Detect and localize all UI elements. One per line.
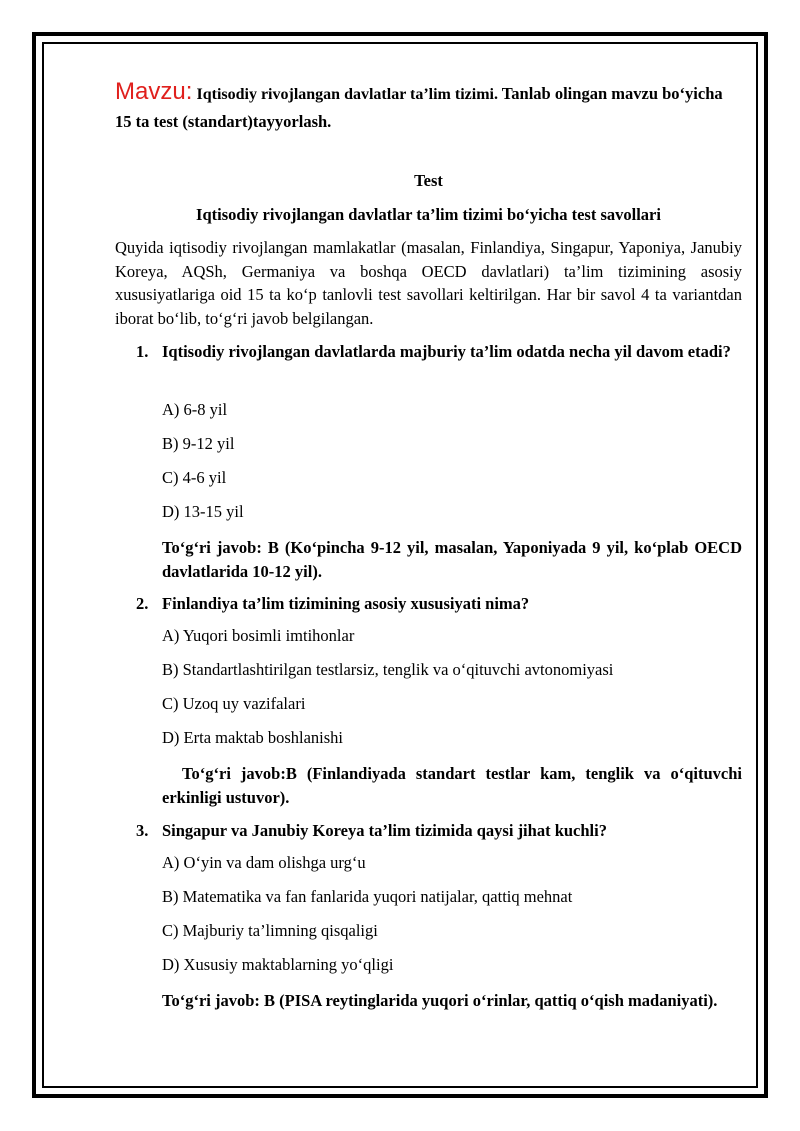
option-a: A) O‘yin va dam olishga urg‘u: [162, 853, 366, 872]
question-text: [136, 592, 742, 616]
question-number: 3.: [136, 821, 149, 840]
question-label: Singapur va Janubiy Koreya ta’lim tizimida qaysi jihat kuchli?: [162, 821, 607, 840]
test-title: Test: [414, 171, 443, 190]
topic-heading: [115, 78, 742, 135]
document-body: [115, 78, 747, 1010]
intro-paragraph: Quyida iqtisodiy rivojlangan mamlakatlar (masalan, Finlandiya, Singapur, Yaponiya, Janubiy Koreya, AQSh, Germaniya va boshqa OECD davlatlari) ta’lim tizimining asosiy xususiyatlariga oid 15 ta ko‘p tanlovli test savollari keltirilgan. Har bir savol 4 ta variantdan iborat bo‘lib, to‘g‘ri javob belgilangan.: [115, 238, 742, 328]
question-2: [115, 592, 747, 807]
question-number: 2.: [136, 594, 149, 613]
option-c: C) Majburiy ta’limning qisqaligi: [162, 921, 378, 940]
option-c: C) Uzoq uy vazifalari: [162, 694, 306, 713]
option-d: D) Erta maktab boshlanishi: [162, 728, 344, 747]
question-3: [115, 819, 742, 1010]
test-subtitle: Iqtisodiy rivojlangan davlatlar ta’lim tizimi bo‘yicha test savollari: [196, 205, 661, 224]
option-b: B) Standartlashtirilgan testlarsiz, tenglik va o‘qituvchi avtonomiyasi: [162, 660, 614, 679]
option-c: C) 4-6 yil: [162, 468, 227, 487]
option-a: A) Yuqori bosimli imtihonlar: [162, 626, 355, 645]
question-label: Finlandiya ta’lim tizimining asosiy xususiyati nima?: [162, 594, 530, 613]
correct-answer: To‘g‘ri javob:B (Finlandiyada standart testlar kam, tenglik va o‘qituvchi erkinligi ustuvor).: [162, 764, 747, 807]
option-a: A) 6-8 yil: [162, 400, 228, 419]
question-number: 1.: [136, 342, 149, 361]
topic-title: Iqtisodiy rivojlangan davlatlar ta’lim tizimi.: [196, 86, 498, 103]
option-d: D) 13-15 yil: [162, 502, 244, 521]
question-text: [136, 340, 742, 364]
question-label: Iqtisodiy rivojlangan davlatlarda majburiy ta’lim odatda necha yil davom etadi?: [162, 342, 731, 361]
task-text: Tanlab olingan mavzu bo‘yicha 15 ta test (standart)tayyorlash.: [115, 84, 723, 131]
question-1: [115, 340, 742, 581]
option-d: D) Xususiy maktablarning yo‘qligi: [162, 955, 394, 974]
option-b: B) 9-12 yil: [162, 434, 235, 453]
correct-answer: To‘g‘ri javob: B (PISA reytinglarida yuqori o‘rinlar, qattiq o‘qish madaniyati).: [162, 991, 718, 1010]
correct-answer: To‘g‘ri javob: B (Ko‘pincha 9-12 yil, masalan, Yaponiyada 9 yil, ko‘plab OECD davlatlarida 10-12 yil).: [162, 538, 742, 581]
option-b: B) Matematika va fan fanlarida yuqori natijalar, qattiq mehnat: [162, 887, 573, 906]
question-text: [136, 819, 742, 843]
mavzu-label: Mavzu:: [115, 78, 193, 105]
